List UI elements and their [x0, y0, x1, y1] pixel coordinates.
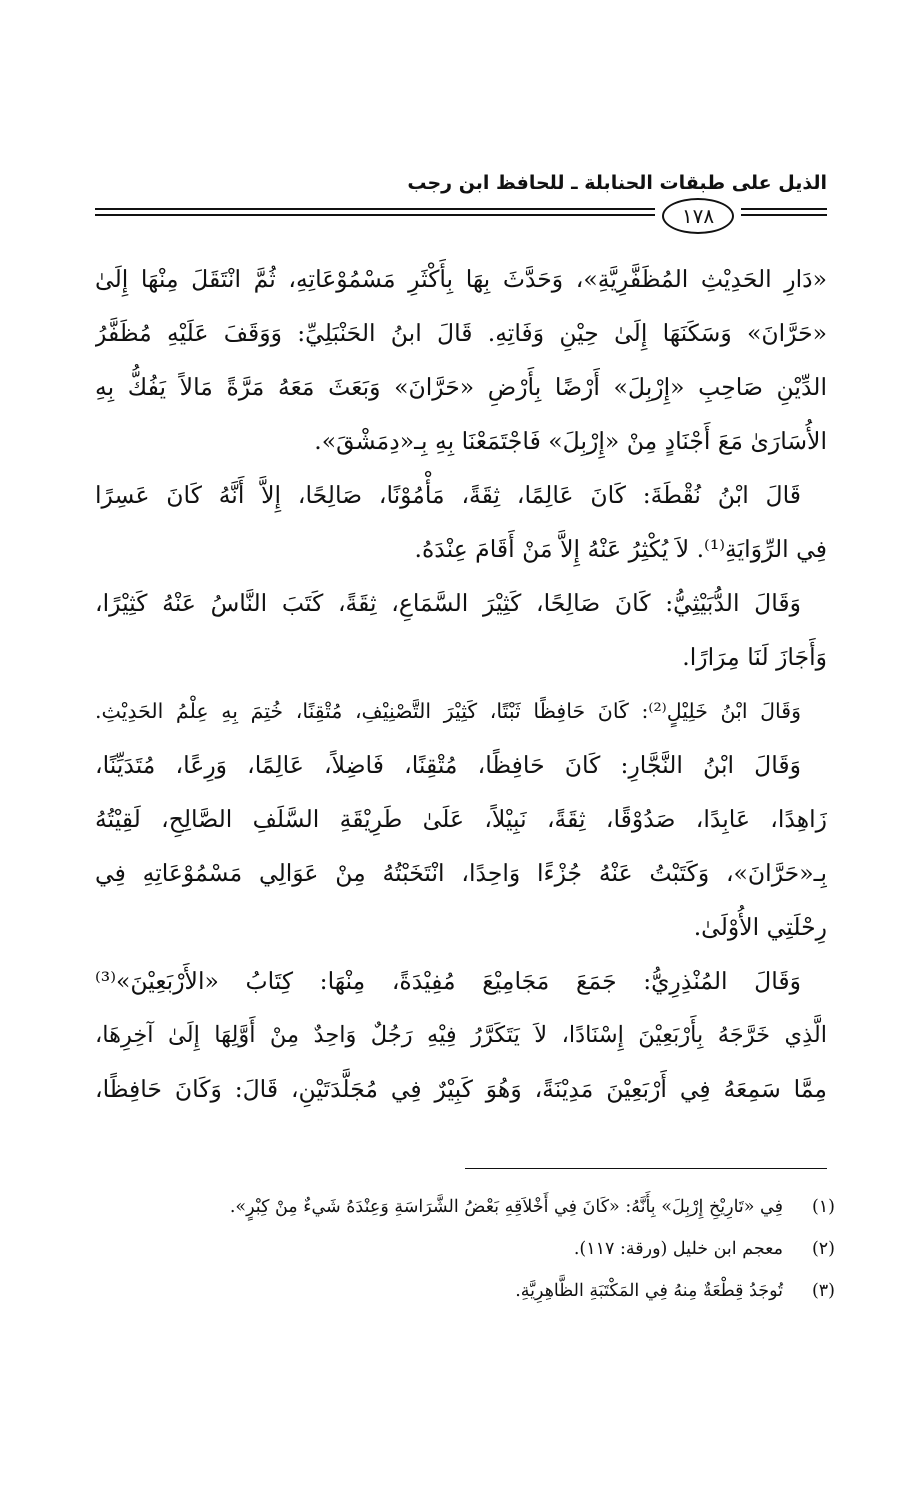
body-line: وَقَالَ ابْنُ النَّجَّارِ: كَانَ حَافِظًا، مُتْقِنًا، فَاضِلاً، عَالِمًا، وَرِعًا، مُتَدَيِّنًا، — [95, 751, 801, 779]
body-line: الأُسَارَىٰ مَعَ أَجْنَادٍ مِنْ «إِرْبِلَ» فَاجْتَمَعْنَا بِهِ بِـ«دِمَشْقَ». — [314, 427, 827, 455]
footnote-text: تُوجَدُ قِطْعَةٌ مِنهُ فِي المَكْتَبَةِ الظَّاهِرِيَّةِ. — [515, 1281, 783, 1301]
body-line: الدِّيْنِ صَاحِبِ «إِرْبِلَ» أَرْضًا بِأَرْضِ «حَرَّانَ» وَبَعَثَ مَعَهُ مَرَّةً مَالاً يَفُكُّ بِهِ — [95, 373, 827, 401]
body-line: مِمَّا سَمِعَهُ فِي أَرْبَعِيْنَ مَدِيْنَةً، وَهُوَ كَبِيْرٌ فِي مُجَلَّدَتَيْنِ، قَالَ: وَكَانَ حَافِظًا، — [95, 1075, 827, 1103]
body-line: وَأَجَازَ لَنَا مِرَارًا. — [682, 643, 827, 671]
body-line: رِحْلَتِي الأُوْلَىٰ. — [693, 913, 827, 941]
body-line: قَالَ ابْنُ نُقْطَةَ: كَانَ عَالِمًا، ثِقَةً، مَأْمُوْنًا، صَالِحًا، إِلاَّ أَنَّهُ كَانَ عَسِرًا — [95, 481, 801, 509]
footnote — [95, 1186, 835, 1228]
page-header — [95, 168, 827, 246]
body-line: زَاهِدًا، عَابِدًا، صَدُوْقًا، ثِقَةً، نَبِيْلاً، عَلَىٰ طَرِيْقَةِ السَّلَفِ الصَّالِحِ، لَقِيْتُهُ — [95, 805, 827, 833]
page-number-label: ١٧٨ — [681, 204, 715, 228]
footnote-number: (٢) — [811, 1239, 835, 1259]
page-number — [662, 198, 734, 234]
footnote-number: (٣) — [811, 1281, 835, 1301]
footnote-text: فِي «تَارِيْخِ إِرْبِلَ» بِأَنَّهُ: «كَانَ فِي أَخْلاَقِهِ بَعْضُ الشَّرَاسَةِ وَعِنْدَهُ شَيءٌ مِنْ كِبْرٍ». — [229, 1197, 783, 1217]
footnote — [95, 1228, 835, 1270]
body-line: وَقَالَ ابْنُ خَلِيْلٍ⁽²⁾: كَانَ حَافِظًا ثَبْتًا، كَثِيْرَ التَّصْنِيْفِ، مُتْقِنًا، خُتِمَ بِهِ عِلْمُ الحَدِيْثِ. — [95, 699, 801, 723]
body-line: «حَرَّانَ» وَسَكَنَهَا إِلَىٰ حِيْنِ وَفَاتِهِ. قَالَ ابنُ الحَنْبَلِيِّ: وَوَقَفَ عَلَيْهِ مُظَفَّرُ — [95, 319, 827, 347]
footnote-separator — [465, 1168, 827, 1169]
header-rule-left-lower — [95, 214, 655, 216]
header-rule-right — [741, 208, 827, 210]
body-line: فِي الرِّوَايَةِ⁽¹⁾. لاَ يُكْثِرُ عَنْهُ إِلاَّ مَنْ أَقَامَ عِنْدَهُ. — [414, 535, 827, 563]
footnote-text: معجم ابن خليل (ورقة: ١١٧). — [573, 1239, 783, 1259]
body-line: وَقَالَ الدُّبَيْثِيُّ: كَانَ صَالِحًا، كَثِيْرَ السَّمَاعِ، ثِقَةً، كَتَبَ النَّاسُ عَنْهُ كَثِيْرًا، — [95, 589, 801, 617]
footnote — [95, 1270, 835, 1312]
footnotes — [95, 1186, 835, 1312]
header-rule-right-lower — [741, 214, 827, 216]
body-line: «دَارِ الحَدِيْثِ المُظَفَّرِيَّةِ»، وَحَدَّثَ بِهَا بِأَكْثَرِ مَسْمُوْعَاتِهِ، ثُمَّ انْتَقَلَ مِنْهَا إِلَىٰ — [95, 265, 827, 293]
header-rule-left — [95, 208, 655, 210]
footnote-number: (١) — [811, 1197, 835, 1217]
body-line: الَّذِي خَرَّجَهُ بِأَرْبَعِيْنَ إِسْنَادًا، لاَ يَتَكَرَّرُ فِيْهِ رَجُلٌ وَاحِدٌ مِنْ أَوَّلِهَا إِلَىٰ آخِرِهَا، — [95, 1022, 827, 1048]
running-title: الذيل على طبقات الحنابلة ـ للحافظ ابن رجب — [407, 172, 827, 194]
main-text — [95, 252, 827, 1116]
body-line: وَقَالَ المُنْذِرِيُّ: جَمَعَ مَجَامِيْعَ مُفِيْدَةً، مِنْهَا: كِتَابُ «الأَرْبَعِيْنَ»⁽³⁾ — [95, 967, 801, 995]
body-line: بِـ«حَرَّانَ»، وَكَتَبْتُ عَنْهُ جُزْءًا وَاحِدًا، انْتَخَبْتُهُ مِنْ عَوَالِي مَسْمُوْعَاتِهِ فِي — [95, 859, 827, 887]
